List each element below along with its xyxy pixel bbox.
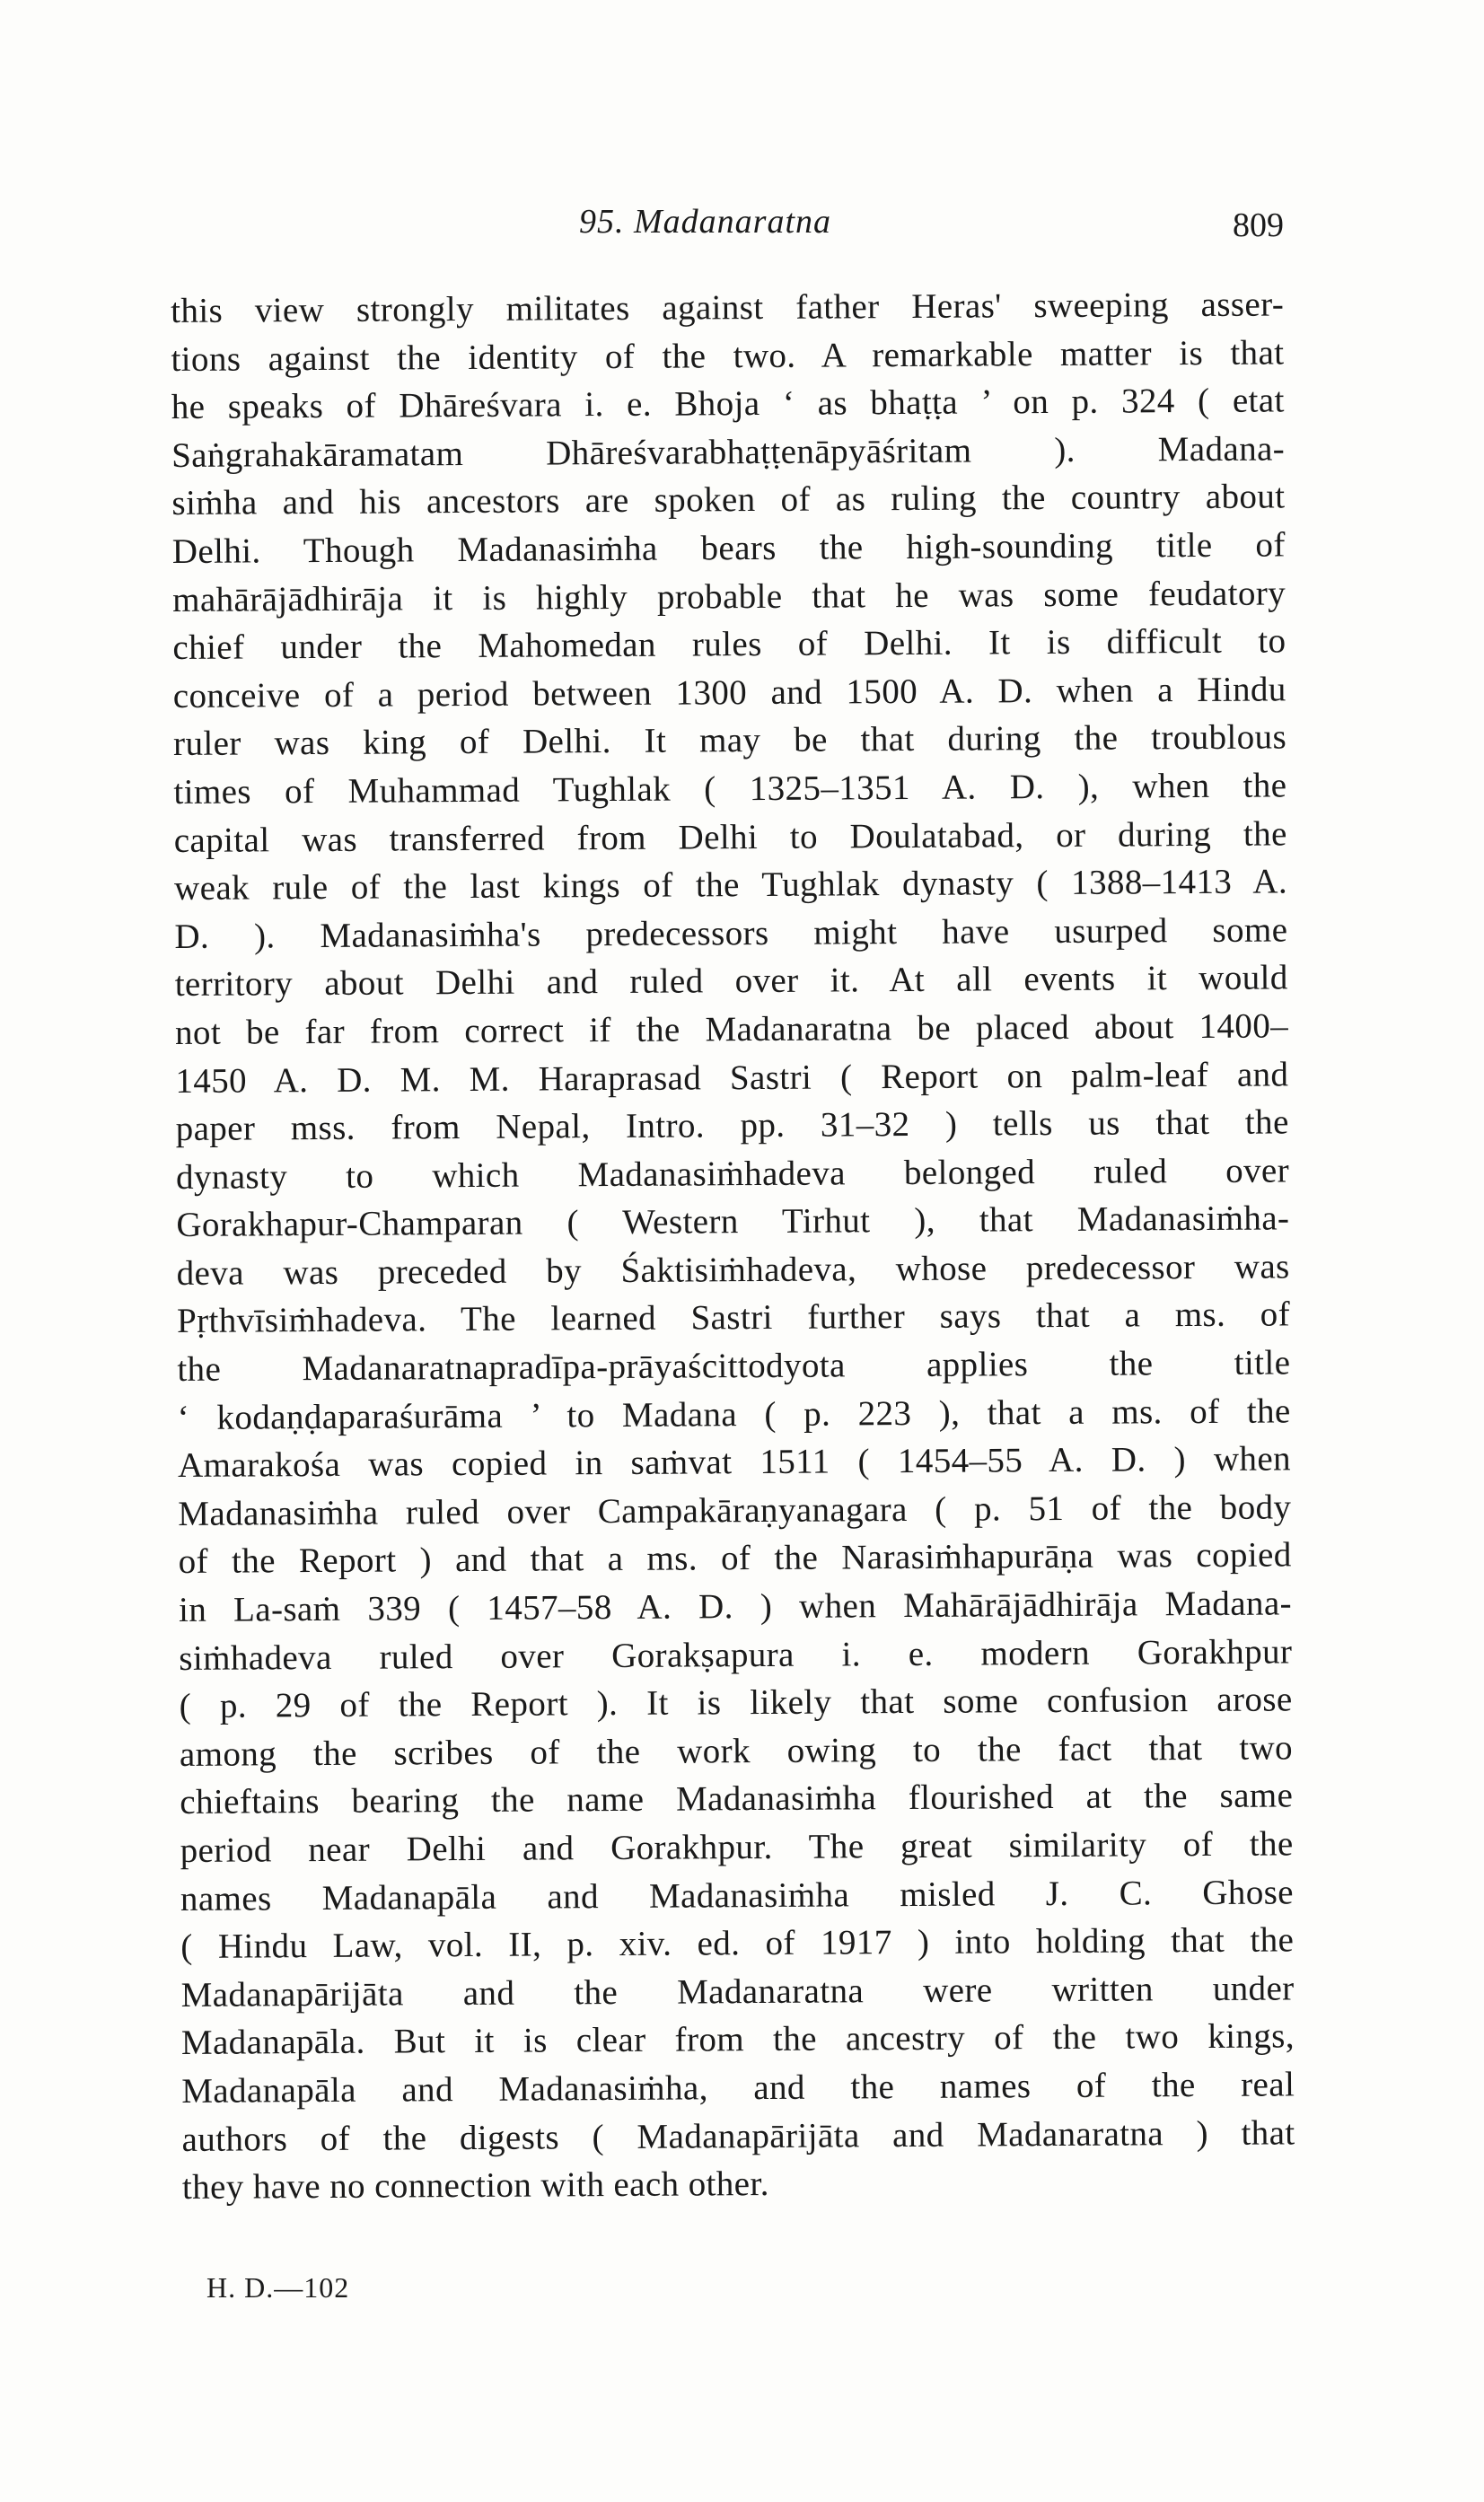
page-number: 809 [1233, 206, 1284, 244]
text-line: the Madanaratnapradīpa-prāyaścittodyota applies the title [177, 1343, 1291, 1390]
text-line: in La-saṁ 339 ( 1457–58 A. D. ) when Mahārājādhirāja Madana- [178, 1584, 1293, 1630]
text-line: Madanasiṁha ruled over Campakāraṇyanagara ( p. 51 of the body [178, 1488, 1292, 1533]
text-line: weak rule of the last kings of the Tughlak dynasty ( 1388–1413 A. [173, 862, 1288, 909]
text-line: ‘ kodaṇḍaparaśurāma ’ to Madana ( p. 223 ), that a ms. of the [177, 1391, 1291, 1437]
text-line: names Madanapāla and Madanasiṁha misled J. C. Ghose [180, 1872, 1295, 1918]
text-line: dynasty to which Madanasiṁhadeva belonged ruled over [175, 1151, 1290, 1197]
text-line: they have no connection with each other. [181, 2164, 769, 2208]
text-line: 1450 A. D. M. M. Haraprasad Sastri ( Report on palm-leaf and [175, 1054, 1289, 1101]
text-line: period near Delhi and Gorakhpur. The great similarity of the [180, 1824, 1294, 1870]
text-line: Pṛthvīsiṁhadeva. The learned Sastri further says that a ms. of [176, 1295, 1291, 1341]
text-line: Delhi. Though Madanasiṁha bears the high-sounding title of [171, 525, 1286, 571]
text-line: ( p. 29 of the Report ). It is likely that some confusion arose [179, 1680, 1293, 1726]
text-line: Saṅgrahakāramatam Dhāreśvarabhaṭṭenāpyāśritam ). Madana- [171, 429, 1286, 475]
text-line: conceive of a period between 1300 and 1500 A. D. when a Hindu [172, 670, 1286, 715]
text-line: times of Muhammad Tughlak ( 1325–1351 A. D. ), when the [173, 766, 1287, 812]
text-line: siṁhadeva ruled over Gorakṣapura i. e. modern Gorakhpur [179, 1632, 1293, 1678]
text-line: Madanapāla. But it is clear from the ancestry of the two kings, [180, 2016, 1295, 2063]
text-line: capital was transferred from Delhi to Doulatabad, or during the [173, 813, 1287, 860]
text-line: paper mss. from Nepal, Intro. pp. 31–32 ) tells us that the [175, 1102, 1289, 1149]
text-line: chief under the Mahomedan rules of Delhi. It is difficult to [172, 621, 1286, 668]
text-line: D. ). Madanasiṁha's predecessors might have usurped some [174, 910, 1288, 956]
text-line: Madanapāla and Madanasiṁha, and the names of the real [181, 2065, 1295, 2111]
text-line: ( Hindu Law, vol. II, p. xiv. ed. of 1917 ) into holding that the [180, 1920, 1295, 1967]
body-paragraph [171, 280, 1295, 2211]
text-line: territory about Delhi and ruled over it. At all events it would [174, 958, 1288, 1005]
running-title: 95. Madanaratna [579, 203, 831, 241]
text-line: of the Report ) and that a ms. of the Narasiṁhapurāṇa was copied [178, 1535, 1292, 1582]
signature-mark: H. D.—102 [206, 2271, 350, 2304]
text-line: among the scribes of the work owing to the fact that two [179, 1728, 1294, 1774]
text-line: he speaks of Dhāreśvara i. e. Bhoja ‘ as bhaṭṭa ’ on p. 324 ( etat [171, 381, 1285, 427]
text-line: siṁha and his ancestors are spoken of as ruling the country about [171, 477, 1286, 523]
text-line: Amarakośa was copied in saṁvat 1511 ( 1454–55 A. D. ) when [177, 1439, 1292, 1486]
text-line: Madanapārijāta and the Madanaratna were written under [180, 1969, 1295, 2015]
page-header [171, 202, 1284, 256]
text-line: tions against the identity of the two. A remarkable matter is that [171, 333, 1285, 379]
text-line: chieftains bearing the name Madanasiṁha flourished at the same [180, 1776, 1294, 1822]
text-line: authors of the digests ( Madanapārijāta and Madanaratna ) that [181, 2112, 1295, 2159]
text-line: this view strongly militates against father Heras' sweeping asser- [171, 285, 1285, 330]
text-line: deva was preceded by Śaktisiṁhadeva, whose predecessor was [176, 1247, 1290, 1293]
text-line: ruler was king of Delhi. It may be that during the troublous [172, 717, 1287, 764]
text-line: Gorakhapur-Champaran ( Western Tirhut ), that Madanasiṁha- [176, 1198, 1290, 1245]
text-line: mahārājādhirāja it is highly probable that he was some feudatory [171, 573, 1286, 619]
text-line: not be far from correct if the Madanaratna be placed about 1400– [174, 1006, 1289, 1052]
